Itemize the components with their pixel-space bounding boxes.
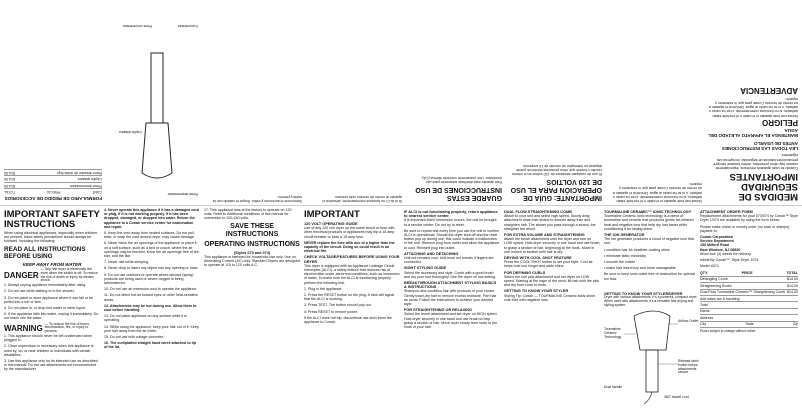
extra-volume-heading: FOR EXTRA VOLUME AND STRAIGHTENING — [504, 233, 585, 238]
dryer-cord-icon — [644, 392, 652, 404]
cool-shot-text: Press the COOL SHOT button to set your style. Cool air helps hold curl longer and adds shine. — [504, 260, 593, 269]
price-notice: Prices subject to change without notice. — [700, 328, 756, 333]
danger-item: 3. Do not place or store appliance where it can fall or be pulled into a tub or sink. — [4, 295, 93, 304]
ion-benefit: • eliminate static electricity — [604, 253, 647, 258]
alci-text: This dryer is equipped with an Appliance Leakage Circuit Interrupter (ALCI), a safety feature that reduces risk of electrocution under abnormal conditions, such as immersion of water. To make sure the ALCI is functioning properly, perform the following test. — [304, 263, 400, 285]
alci-immersion: It is important that if immersion occurs, the unit be brought to a service center. Do not try to reset. — [404, 218, 497, 227]
warning-word: WARNING — [4, 323, 43, 333]
head-price: PRICE — [741, 271, 753, 276]
es-order-column — [4, 2, 102, 203]
alci-note: If the ALCI does not trip, discontinue use and return the appliance to Conair. — [304, 315, 392, 325]
address-line: Conair Corporation — [700, 235, 733, 240]
ion-benefit: • condition hair for healthier-looking shine — [604, 247, 670, 252]
attaching-heading: ATTACHING AND DETACHING — [404, 251, 459, 256]
keep-away-heading: KEEP AWAY FROM WATER — [22, 261, 82, 267]
warning-item: 11. Do not direct hot air toward eyes or other heat-sensitive areas. — [104, 293, 199, 302]
warning-item: 17. This appliance was at the factory to operate on 120 volts. Refer to Additional conditions of this manual for conversion to 220-240 volts. — [204, 208, 292, 221]
es-head-price: PRECIO — [46, 190, 61, 194]
ion-note: Be sure to keep ionic outlet free of obstruction for optimal ion flow. — [604, 272, 695, 281]
es-keep-away: MANTENGA EL APARATO ALEJADO DEL AGUA — [708, 127, 798, 139]
dual-flow-heading: DUAL FLOW STRAIGHTENING COMB — [504, 210, 572, 214]
order-price: $14.00 — [787, 283, 798, 288]
important-heading: IMPORTANT — [304, 209, 360, 220]
dryer-handle-icon — [646, 350, 658, 392]
warning-text: — To reduce the risk of burns, electrocution, fire, or injury to persons: — [44, 321, 90, 334]
danger-block — [4, 268, 100, 283]
sight-styling-text: Select the accessory and style. Comb with a good brush and dry your hair thoroughly. Use the dryer on low setting. — [404, 270, 497, 279]
es-col4-text: Este aparato está diseñado solamente para uso doméstico. Use únicamente corriente alterna (CA). — [421, 175, 502, 184]
styling-column — [404, 208, 500, 409]
name-label: Name — [700, 309, 710, 314]
cool-shot-heading: DRYING WITH COOL SHOT FEATURE — [504, 256, 572, 261]
address-line: 150 Milford Road — [700, 243, 729, 248]
order-price: $14.00 — [787, 290, 798, 295]
safety-title: IMPORTANT SAFETY INSTRUCTIONS — [4, 209, 100, 230]
head-qty: QTY. — [700, 271, 708, 276]
es-order-row — [4, 182, 102, 188]
danger-word: DANGER — [4, 271, 39, 281]
voltage-text: Use of any 120 volt dryer on the same circuit or fuse with other electrical products or appliances may trip a 15 amp circuit breaker or blow a 15 amp fuse. — [304, 226, 395, 239]
ion-benefit: • make hair less frizzy and more manageable — [604, 266, 676, 271]
danger-item: 2. Do not use while bathing or in the shower. — [4, 289, 75, 294]
es-row-item: Cepillo alisador — [77, 177, 102, 182]
warnings-column — [104, 208, 200, 409]
address-line: East Windsor, NJ 08520 — [700, 247, 741, 252]
es-dryer-diagram — [122, 33, 192, 183]
label-handle: Dual handle — [604, 385, 623, 389]
es-col2-text: Nunca use este aparato si el cable o el enchufe están dañados, si no funciona correctamente, si se ha caído o dañado, o si se ha caído al agua. Devuelva el aparato a un centro de servicio Conair para que lo examinen y reparen. — [612, 182, 702, 203]
save-instructions-heading: SAVE THESE INSTRUCTIONS — [225, 222, 279, 238]
es-col2 — [610, 2, 702, 203]
handling-label: Add sales tax & handling — [700, 296, 740, 301]
label-airflow: Airflow Outlet — [678, 319, 699, 323]
es-label-comb: Peine desenredador — [167, 192, 198, 196]
tourmaline-heading: TOURMALINE CERAMIC™ IONIC TECHNOLOGY — [604, 210, 692, 214]
warning-item: 6. Never block the air openings of the appliance or place it on a soft surface, such as a bed or couch, where the air openings may be blocked. Keep the air openings free of lint, hair, and the like. — [104, 241, 200, 259]
ion-benefit: • smooth the cuticle — [604, 260, 636, 265]
es-head-total: TOTAL — [4, 190, 16, 194]
extra-volume-text: Attach the brush attachment onto the dryer and turn on LOW speed. Hold dryer securely in one hand and use brush to grasp a section of hair, beginning at the roots. Move in one motion to section until hair is dry. — [504, 237, 600, 254]
warning-item: 13. Do not place appliance on any surface while it is operating. — [104, 314, 187, 323]
warning-item: 5. Keep the cord away from heated surfaces. Do not pull, twist, or wrap the cord around dryer, may cause damage. — [104, 231, 195, 240]
order-item: Dual Flow Tourmaline Ceramic™ Straightening Comb — [700, 290, 786, 295]
order-item: Detangling Comb — [700, 277, 728, 282]
es-label-concentrator: Concentrador — [177, 24, 198, 28]
es-danger-text: Nunca use este aparato si el cable o el enchufe están dañados, si no funciona correctamente, si se ha caído o dañado, o si se ha caído al agua. Devuelva el aparato a un centro de servicio Conair para que lo examinen y reparen. — [708, 96, 798, 118]
warning-item: 10. Do not use an extension cord to operate the appliance. — [104, 287, 198, 292]
city-state-zip-field[interactable] — [700, 322, 798, 328]
order-item: Straightening Brush — [700, 283, 732, 288]
warning-item: 9. Do not use outdoors or operate where aerosol (spray) products are being used or where oxygen is being administered. — [104, 272, 194, 286]
es-row-item: Peine alisador de doble flujo — [56, 170, 102, 175]
fuse-warning: NEVER replace the fuse with one of a higher than the capacity of the circuit. Doing so could result in an electrical fire. — [304, 240, 395, 254]
voltage-guide-heading: 120 VOLT OPERATING GUIDE — [304, 222, 358, 226]
es-col4 — [410, 2, 502, 203]
address-line: Service Department — [700, 239, 734, 244]
alci-step: 3. Press TEST. The button should pop out. — [304, 303, 372, 308]
attachments-column — [504, 208, 600, 409]
warning-item: 15. Do not use with voltage converter. — [104, 335, 165, 340]
defining-curls-heading: FOR DEFINING CURLS — [504, 270, 546, 275]
es-col3-text: El uso de cualquier secadora de 120 voltios en el mismo circuito o fusible que otros productos eléctricos puede disparar un interruptor de circuito de 15 amperios. — [512, 163, 602, 176]
danger-text: — Any hair dryer is electrically live even when the switch is off. To reduce the risk of death or injury by electric shock: — [40, 267, 98, 283]
es-col5-text: Si el ALCI no funciona correctamente, devuelva el aparato al centro de servicio más cercano. — [322, 194, 402, 203]
order-form-payable: Please make check or money order (no cash or stamps) payable to: — [700, 224, 790, 233]
check-voltage-heading: CHECK VOLTAGE/FEATURES BEFORE USING YOUR DRYER — [304, 255, 400, 264]
es-save-title: GUARDE ESTAS INSTRUCCIONES DE USO — [415, 186, 502, 201]
warning-item: 16. The curl/plaited straight hand wires attached to tip of the lid. — [104, 341, 197, 350]
operating-column — [204, 208, 300, 409]
danger-item: 5. If the appliance falls into water, unplug it immediately. Do not reach into the water. — [4, 312, 99, 321]
know-styler-text: Styling Tip: Conair — TOURMALINE Ceramic adds shine, cuts frizz with negative ions. — [504, 293, 596, 302]
ion-generator-text: The ion generator produces a cloud of negative ions that can: — [604, 237, 694, 246]
es-figure-column — [110, 2, 202, 203]
safety-intro: When using electrical appliances, especially when children are present, basic safety precautions should always be followed, including the following: — [4, 231, 98, 244]
order-form-heading: ATTACHMENT ORDER FORM — [700, 210, 753, 214]
dual-flow-text: Attach to your unit and select high speed. Slowly drag attachment down hair strand to smooth away frizz and straighten hair. The slower you pass through a strand, the straighter the result. — [504, 214, 596, 231]
voltage-column — [304, 208, 400, 409]
es-danger-word: PELIGRO — [761, 117, 798, 127]
danger-item: 1. Always unplug appliance immediately after using. — [4, 283, 87, 288]
es-warning-word: ADVERTENCIA — [740, 85, 798, 95]
sight-styling-heading: SIGHT STYLING GUIDE — [404, 266, 447, 271]
warning-block — [4, 323, 100, 334]
es-order-row — [4, 169, 102, 175]
city-label: City — [700, 322, 707, 327]
delivery-note: Allow four (4) weeks for delivery. — [700, 251, 752, 256]
es-order-title: FORMULARIO DE PEDIDO DE ACCESORIOS — [4, 196, 102, 201]
es-head-qty: CANT. — [91, 190, 102, 194]
know-dryer-text: Dryer with various attachments. It's a powerful, compact dryer. When used with attachments, it's a versatile hair drying and styling system. — [604, 295, 698, 307]
es-order-row — [4, 175, 102, 181]
warning-item: 1. This appliance should never be left unattended when plugged in. — [4, 334, 93, 343]
es-read-all: LEA TODAS LAS INSTRUCCIONES ANTES DE USARLO — [721, 140, 798, 152]
straightening-heading: FOR STRAIGHTENING OR RELAXING — [404, 308, 472, 313]
operating-text: This appliance is intended for household use only. Use on Alternating Current (AC) only. Standard Dryers are designed to operate at 110 to 120 volts A.C. — [204, 254, 300, 268]
zip-label: Zip — [792, 322, 798, 327]
operating-styles: (Styles 073 and 074) — [233, 250, 271, 255]
warning-item: 12. Attachments may be hot during use. Allow them to cool before handling. — [104, 303, 197, 313]
es-label-brush: Cepillo alisador — [118, 130, 142, 134]
es-safety-text: Cuando se usan aparatos eléctricos, especialmente cuando hay niños presentes, deben tomarse siempre precauciones básicas de seguridad, incluyendo las siguientes: — [713, 153, 798, 170]
label-release: Release latch button keeps attachments secure — [678, 359, 699, 375]
model-number: Model #074 — [700, 264, 719, 269]
order-price: $14.00 — [787, 277, 798, 282]
total-label: Total — [700, 302, 708, 307]
order-address — [700, 235, 798, 252]
warning-item: 2. Close supervision is necessary when this appliance is used by, on, or near children or individuals with certain disabilities. — [4, 344, 94, 357]
state-label: State — [745, 322, 754, 327]
alci-repeat: Be sure to repeat test every time you use the unit to confirm ALCI is operational. Should the dryer shut off and the reset button pop up during use, this could indicate a malfunction in the unit. Remove plug from outlet and allow the appliance to cool. Reinsert plug into outlet. — [404, 228, 500, 250]
es-label-comb-concentrator: Peine concentrador — [122, 24, 152, 28]
attaching-text: Unit not remains cool. Unit must not remain if fingers are connected. — [404, 256, 494, 265]
warning-item: 14. While using the appliance, keep your hair out of it. Keep your hair away from the air inlets. — [104, 324, 199, 333]
es-important-title: IMPORTANTE: GUÍA DE OPERACIÓN PARA EL USO DE 120 VOLTIOS — [510, 178, 602, 201]
es-col6 — [210, 2, 302, 203]
tourmaline-text: Tourmaline Ceramic Ionic technology is a blend of tourmaline and ceramic that produces gentle far-infrared heat and negative ions that help dry hair faster while conditioning it for lasting shine. — [604, 214, 694, 231]
head-total: TOTAL — [786, 271, 798, 276]
ion-generator-heading: THE ION GENERATOR — [604, 233, 645, 238]
read-all-heading: READ ALL INSTRUCTIONS BEFORE USING — [4, 245, 86, 260]
es-col6-text: Seleccione el accesorio y estilo. Seque el cabello con la toalla y péinelo. — [212, 194, 302, 203]
es-col3 — [510, 2, 602, 203]
know-styler-heading: GETTING TO KNOW YOUR STYLER — [504, 289, 569, 294]
es-row-price: $14.00 — [4, 177, 15, 182]
dryer-body-icon — [634, 311, 670, 350]
es-safety-column — [706, 2, 798, 203]
alci-step: 4. Press RESET to restore power. — [304, 309, 358, 314]
label-swivel-cord: 360° swivel cord — [664, 395, 689, 399]
alci-heading: IF ALCI is not functioning properly, return appliance to nearest service center. — [404, 210, 498, 219]
warning-item: 8. Never drop or insert any object into any opening or hose. — [104, 266, 199, 271]
dryer-figure-panel — [604, 290, 700, 408]
product-name: Infiniti By Conair™, Style Dryer 1074 — [700, 258, 759, 263]
alci-step: 1. Plug in the appliance. — [304, 286, 343, 291]
defining-curls-text: Select the curl pick attachment and set dryer on LOW speed. Starting at the nape of the neck, lift hair with the pick and dry from roots to ends. — [504, 274, 600, 288]
warning-item: 7. Never use while sleeping. — [104, 260, 149, 265]
danger-item: 4. Do not place in, or drop into water or other liquid. — [4, 306, 86, 311]
es-row-price: $14.00 — [4, 183, 15, 188]
label-tourmaline: Tourmaline Ceramic Technology — [604, 327, 622, 339]
safety-column — [4, 208, 100, 409]
know-dryer-heading: GETTING TO KNOW YOUR STYLER/DRYER — [604, 292, 683, 296]
operating-heading: OPERATING INSTRUCTIONS — [204, 240, 300, 248]
warning-item: 3. Use this appliance only for its intended use as described in this manual. Do not use attachments not recommended by the manufacturer. — [4, 359, 98, 372]
es-row-item: Peine desenredador — [69, 183, 102, 188]
spanish-panel — [0, 0, 802, 205]
es-row-price: $14.00 — [4, 170, 15, 175]
straightening-text: Select the brush attachment and set dryer on HIGH speed. Hold dryer securely in one hand and use brush to help grasp a section of hair. Move dryer slowly from roots to the ends of your hair. — [404, 312, 498, 330]
address-label: Address — [700, 315, 714, 320]
order-column — [700, 208, 798, 409]
order-form-intro: Replacement attachments for your 073/074 by Conair™ Style Dryer 1/074 are available by using the form below. — [700, 214, 798, 223]
alci-step: 2. Press the RESET button on the plug. A click will signal that the ALCI is working. — [304, 293, 395, 302]
es-safety-title: MEDIDAS DE SEGURIDAD IMPORTANTES — [729, 171, 798, 202]
es-order-head — [4, 188, 102, 194]
breakthrough-text: Shampoo and condition hair with products of your choice. Gently towel-dry hair to remove excess moisture. Part hair as usual. Follow the instructions to achieve your desired style. — [404, 289, 497, 307]
es-col5 — [310, 2, 402, 203]
warning-item: 4. Never operate this appliance if it has a damaged cord or plug, if it is not working properly, if it has been dropped, damaged, or dropped into water. Return the appliance to a Conair service center for examination and repair. — [104, 208, 200, 229]
breakthrough-heading: BREAKTHROUGH ATTACHMENT STYLING BASICS & INSTRUCTIONS — [404, 281, 497, 290]
